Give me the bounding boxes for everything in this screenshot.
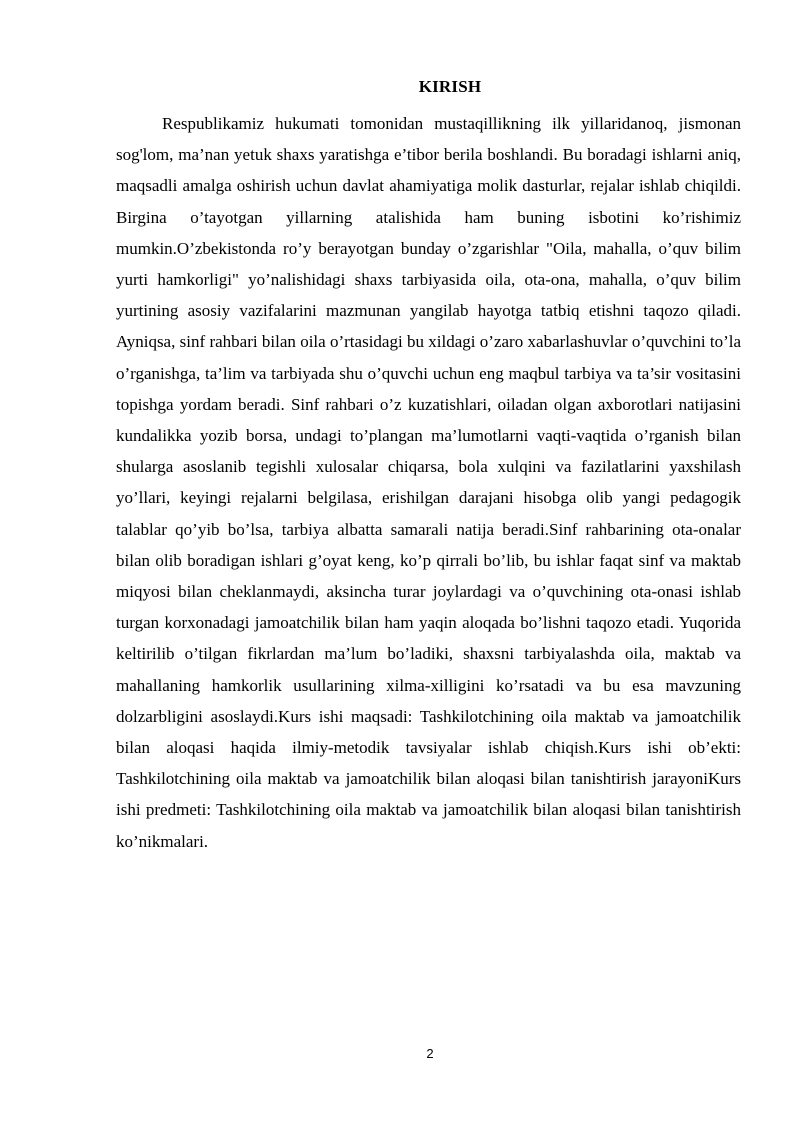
page-number: 2 bbox=[426, 1046, 434, 1061]
section-heading: KIRISH bbox=[418, 77, 482, 96]
body-paragraph: Respublikamiz hukumati tomonidan mustaqillikning ilk yillaridanoq, jismonan sog'lom, ma’nan yetuk shaxs yaratishga e’tibor berila boshlandi. Bu boradagi ishlarni aniq, maqsadli amalga oshirish uchun davlat ahamiyatiga molik dasturlar, rejalar ishlab chiqildi. Birgina o’tayotgan yillarning atalishida ham buning isbotini ko’rishimiz mumkin.O’zbekistonda ro’y berayotgan bunday o’zgarishlar "Oila, mahalla, o’quv bilim yurti hamkorligi" yo’nalishidagi shaxs tarbiyasida oila, ota-ona, mahalla, o’quv bilim yurtining asosiy vazifalarini mazmunan yangilab hayotga tatbiq etishni taqozo qiladi. Ayniqsa, sinf rahbari bilan oila o’rtasidagi bu xildagi o’zaro xabarlashuvlar o’quvchini to’la o’rganishga, ta’lim va tarbiyada shu o’quvchi uchun eng maqbul tarbiya va ta’sir vositasini topishga yordam beradi. Sinf rahbari o’z kuzatishlari, oiladan olgan axborotlari natijasini kundalikka yozib borsa, undagi to’plangan ma’lumotlarni vaqti-vaqtida o’rganish bilan shularga asoslanib tegishli xulosalar chiqarsa, bola xulqini va fazilatlarini yaxshilash yo’llari, keyingi rejalarni belgilasa, erishilgan darajani hisobga olib yangi pedagogik talablar qo’yib bo’lsa, tarbiya albatta samarali natija beradi.Sinf rahbarining ota-onalar bilan olib boradigan ishlari g’oyat keng, ko’p qirrali bo’lib, bu ishlar faqat sinf va maktab miqyosi bilan cheklanmaydi, aksincha turar joylardagi va o’quvchining ota-onasi ishlab turgan korxonadagi jamoatchilik bilan ham yaqin aloqada bo’lishni taqozo etadi. Yuqorida keltirilib o’tilgan fikrlardan ma’lum bo’ladiki, shaxsni tarbiyalashda oila, maktab va mahallaning hamkorlik usullarining xilma-xilligini ko’rsatadi va bu esa mavzuning dolzarbligini asoslaydi.Kurs ishi maqsadi: Tashkilotchining oila maktab va jamoatchilik bilan aloqasi haqida ilmiy-metodik tavsiyalar ishlab chiqish.Kurs ishi ob’ekti: Tashkilotchining oila maktab va jamoatchilik bilan aloqasi bilan tanishtirish jarayoniKurs ishi predmeti: Tashkilotchining oila maktab va jamoatchilik bilan aloqasi bilan tanishtirish ko’nikmalari. bbox=[116, 114, 741, 851]
